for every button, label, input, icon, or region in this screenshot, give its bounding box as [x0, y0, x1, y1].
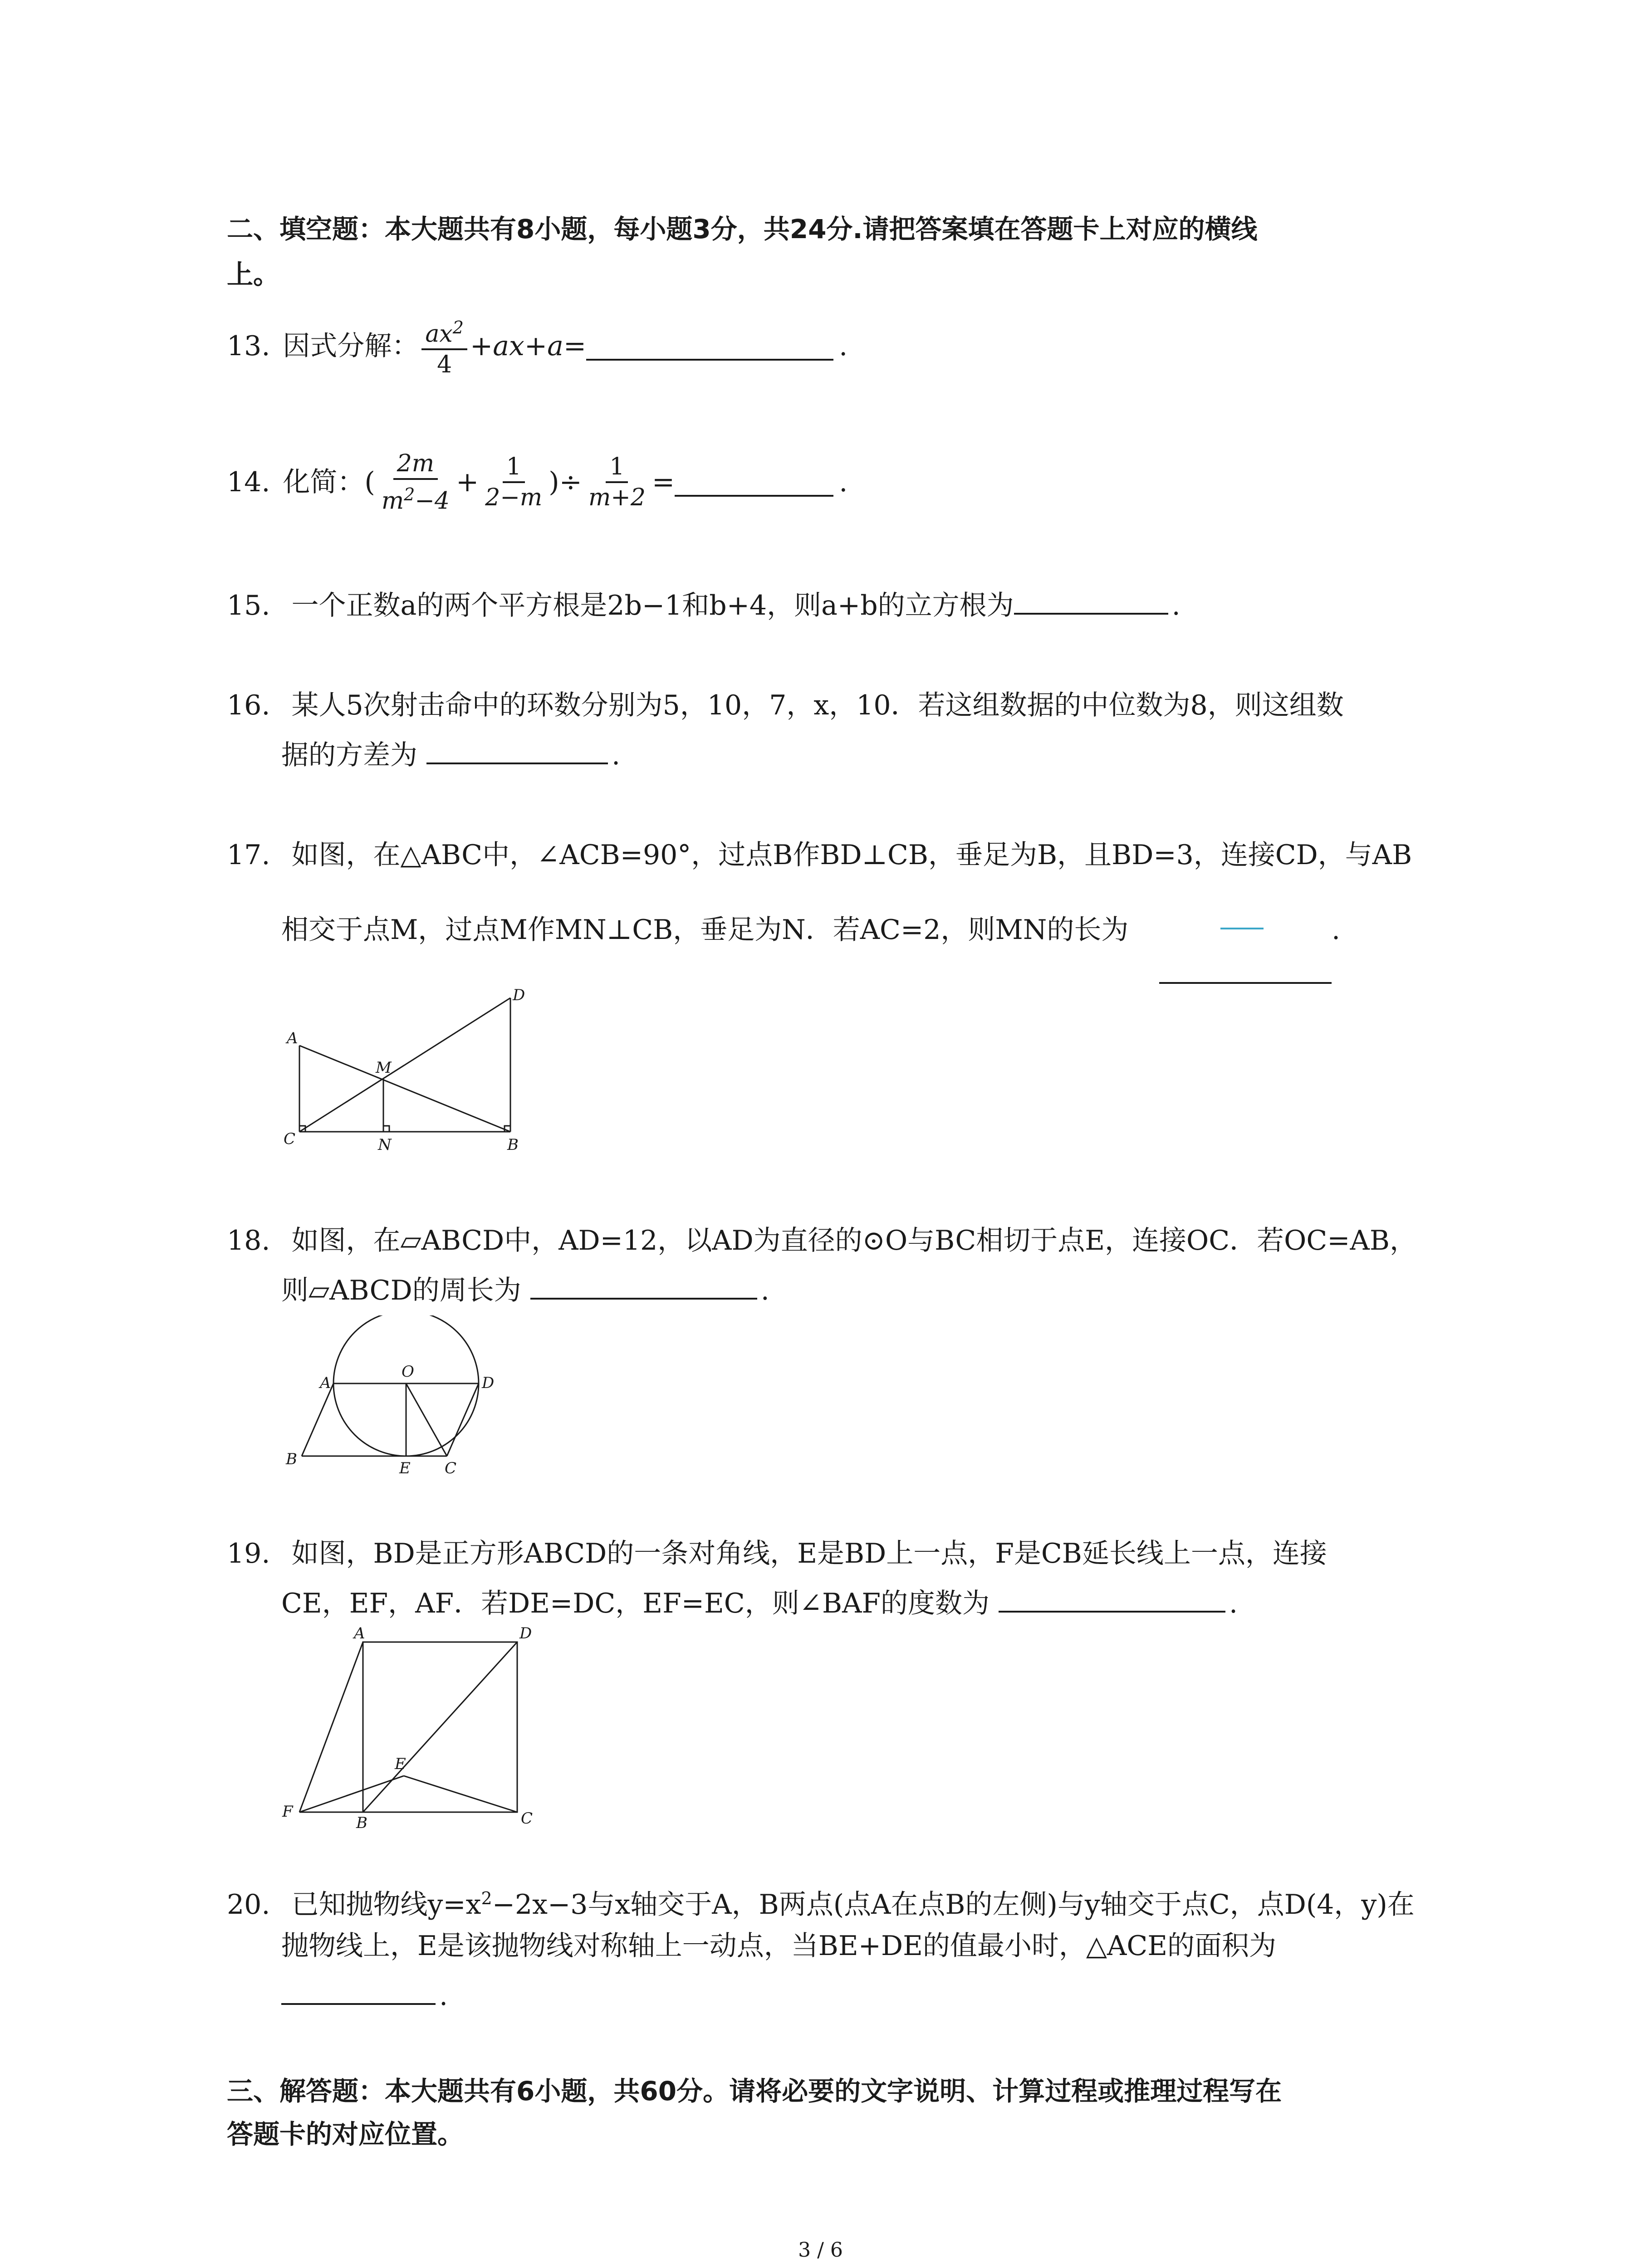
answer-blank[interactable] — [999, 1584, 1225, 1613]
label-d: D — [482, 1374, 495, 1392]
question-16 — [227, 685, 1344, 726]
question-number: 14. — [227, 466, 270, 499]
question-line-1: 如图，在▱ABCD中，AD=12，以AD为直径的⊙O与BC相切于点E，连接OC．若OC=AB， — [291, 1225, 1417, 1256]
question-13 — [227, 313, 847, 379]
question-15 — [227, 585, 1181, 626]
question-line-2: 相交于点M，过点M作MN⊥CB，垂足为N．若AC=2，则MN的长为 — [281, 914, 1129, 946]
plus-sign: + — [456, 466, 479, 499]
question-number: 16. — [227, 689, 270, 721]
segment-ab — [302, 1383, 333, 1456]
label-f: F — [282, 1803, 293, 1821]
question-19 — [227, 1533, 1327, 1574]
end-period: . — [1332, 914, 1341, 946]
label-d: D — [519, 1624, 532, 1642]
fraction-2: $\frac{1}{2-m}$ — [485, 453, 543, 512]
answer-blank[interactable] — [426, 735, 608, 764]
question-number: 20. — [227, 1889, 270, 1921]
question-20-line-3 — [281, 1975, 448, 2016]
question-17-line-2 — [281, 909, 1128, 950]
fraction-1: $\frac{2m}{m^2-4}$ — [381, 450, 450, 515]
q18-figure — [272, 1315, 508, 1483]
end-period: . — [839, 466, 848, 499]
answer-blank[interactable] — [1159, 982, 1332, 984]
expression-rest: +ax+a= — [470, 330, 587, 362]
question-19-line-2 — [281, 1583, 1238, 1624]
question-line-2: 据的方差为 — [281, 739, 417, 771]
question-prefix: 化简：( — [283, 466, 375, 499]
question-line-1: 如图，BD是正方形ABCD的一条对角线，E是BD上一点，F是CB延长线上一点，连接 — [291, 1538, 1327, 1569]
exponent: 2 — [481, 1888, 492, 1908]
answer-blank[interactable] — [281, 1976, 436, 2005]
label-b: B — [356, 1814, 367, 1828]
answer-blank[interactable] — [530, 1271, 757, 1300]
end-period: . — [612, 739, 621, 771]
end-period: . — [1229, 1588, 1238, 1619]
right-angle-n — [383, 1126, 389, 1132]
label-c: C — [284, 1130, 296, 1148]
label-b: B — [507, 1136, 519, 1154]
segment-oc — [406, 1383, 447, 1456]
fraction: $\frac{ax^2}{4}$ — [421, 313, 467, 379]
section-2-heading-line-1: 二、填空题：本大题共有8小题，每小题3分，共24分.请把答案填在答题卡上对应的横线 — [227, 214, 1258, 244]
label-a: A — [354, 1624, 365, 1642]
section-3-heading-line-1: 三、解答题：本大题共有6小题，共60分。请将必要的文字说明、计算过程或推理过程写在 — [227, 2076, 1282, 2107]
q17-figure — [272, 980, 554, 1161]
question-number: 18. — [227, 1225, 270, 1256]
divide-sign: )÷ — [549, 466, 582, 499]
end-period: . — [839, 330, 848, 362]
segment-cd — [299, 998, 510, 1132]
question-number: 17. — [227, 839, 270, 871]
q19-figure — [272, 1624, 554, 1828]
end-period: . — [760, 1275, 769, 1306]
label-a: A — [287, 1029, 298, 1047]
question-line-1: 某人5次射击命中的环数分别为5，10，7，x，10．若这组数据的中位数为8，则这组数 — [291, 689, 1344, 721]
question-number: 13. — [227, 330, 270, 362]
fraction-3: $\frac{1}{m+2}$ — [588, 453, 646, 512]
question-line-2: CE，EF，AF．若DE=DC，EF=EC，则∠BAF的度数为 — [281, 1588, 990, 1619]
answer-blank[interactable] — [1014, 586, 1168, 615]
answer-blank[interactable] — [675, 468, 833, 497]
question-line-1a: 已知抛物线y=x — [291, 1889, 481, 1921]
segment-bd — [363, 1642, 517, 1812]
question-text: 一个正数a的两个平方根是2b−1和b+4，则a+b的立方根为 — [291, 590, 1014, 621]
question-line-1: 如图，在△ABC中，∠ACB=90°，过点B作BD⊥CB，垂足为B，且BD=3，连接CD，与AB — [291, 839, 1412, 871]
end-period: . — [1171, 590, 1181, 621]
question-number: 15. — [227, 590, 270, 621]
question-18 — [227, 1220, 1417, 1261]
page-number: 3 / 6 — [798, 2239, 843, 2262]
question-18-line-2 — [281, 1270, 769, 1311]
question-number: 19. — [227, 1538, 270, 1569]
question-20 — [227, 1878, 1415, 1925]
segment-fe — [299, 1776, 404, 1812]
segment-af — [299, 1642, 363, 1812]
segment-dc — [447, 1383, 479, 1456]
label-a: A — [320, 1374, 331, 1392]
label-e: E — [399, 1459, 411, 1477]
end-period: . — [439, 1980, 448, 2012]
label-c: C — [521, 1809, 533, 1828]
label-n: N — [378, 1136, 392, 1154]
question-line-2: 则▱ABCD的周长为 — [281, 1275, 521, 1306]
segment-ec — [404, 1776, 517, 1812]
label-o: O — [402, 1363, 414, 1381]
label-m: M — [376, 1059, 392, 1077]
equals-sign: = — [652, 466, 675, 499]
fraction-bar-mark — [1220, 928, 1264, 929]
answer-blank[interactable] — [586, 332, 833, 361]
label-b: B — [286, 1450, 297, 1468]
question-20-line-2: 抛物线上，E是该抛物线对称轴上一动点，当BE+DE的值最小时，△ACE的面积为 — [281, 1930, 1277, 1962]
label-e: E — [395, 1755, 406, 1773]
question-17 — [227, 835, 1412, 875]
label-d: D — [513, 986, 525, 1004]
segment-ab — [299, 1046, 510, 1132]
section-2-heading-line-2: 上。 — [227, 259, 280, 290]
question-prefix: 因式分解： — [283, 330, 419, 362]
section-3-heading-line-2: 答题卡的对应位置。 — [227, 2119, 464, 2150]
label-c: C — [445, 1459, 457, 1477]
question-14 — [227, 449, 847, 515]
question-line-1b: −2x−3与x轴交于A，B两点(点A在点B的左侧)与y轴交于点C，点D(4，y)在 — [492, 1889, 1415, 1921]
question-16-line-2 — [281, 735, 620, 776]
